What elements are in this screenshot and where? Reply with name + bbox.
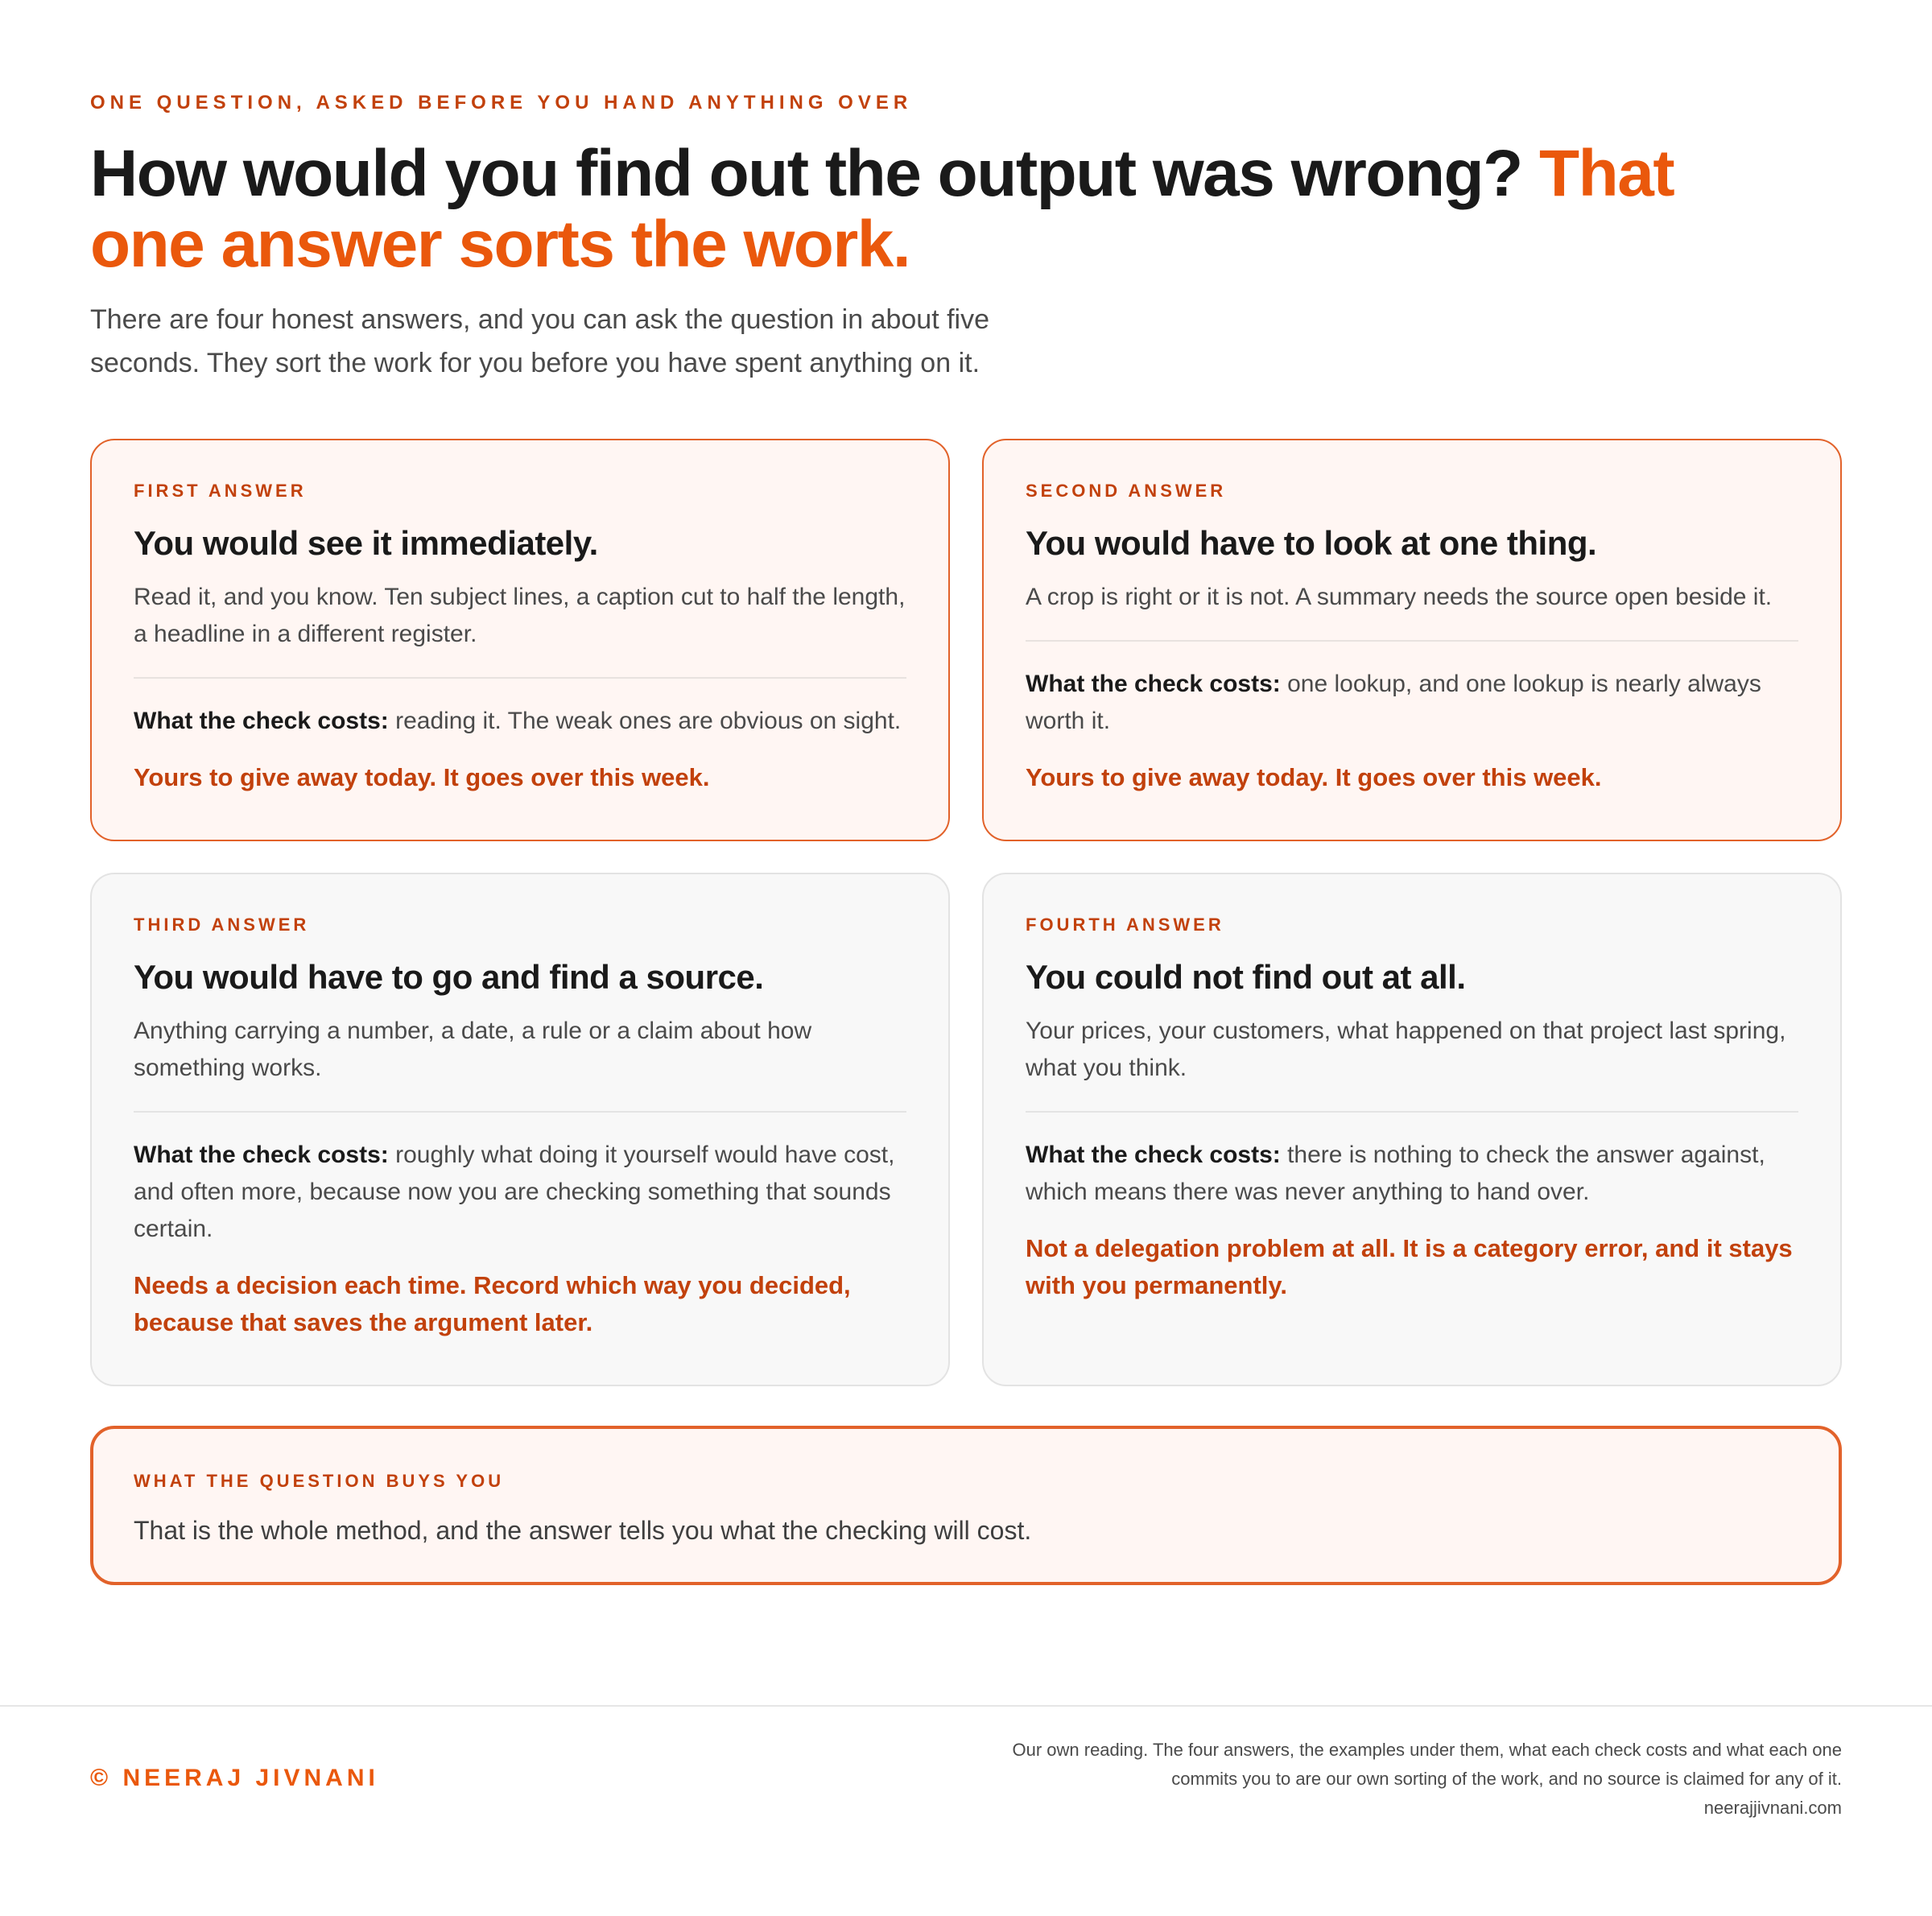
footer-divider <box>0 1705 1932 1707</box>
card-tag: THIRD ANSWER <box>134 915 310 935</box>
check-cost-label: What the check costs: <box>1026 1142 1281 1168</box>
answer-card-second <box>982 439 1842 841</box>
answer-card-third <box>90 873 950 1386</box>
eyebrow-label: ONE QUESTION, ASKED BEFORE YOU HAND ANYTHING OVER <box>90 92 913 114</box>
card-divider <box>1026 640 1798 642</box>
card-verdict: Yours to give away today. It goes over this week. <box>134 763 710 791</box>
check-cost-label: What the check costs: <box>1026 671 1281 697</box>
check-cost <box>134 703 906 740</box>
check-cost-text: roughly what doing it yourself would have cost, and often more, because now you are checking something that sounds certain. <box>134 1142 895 1242</box>
card-body: Anything carrying a number, a date, a rule or a claim about how something works. <box>134 1018 812 1081</box>
card-tag: SECOND ANSWER <box>1026 481 1227 501</box>
check-cost-label: What the check costs: <box>134 708 389 734</box>
summary-box <box>90 1426 1842 1585</box>
check-cost-text: there is nothing to check the answer against, which means there was never anything to hand over. <box>1026 1142 1765 1205</box>
headline-main: How would you find out the output was wrong? <box>90 137 1522 210</box>
check-cost-text: one lookup, and one lookup is nearly always worth it. <box>1026 671 1761 734</box>
answer-card-first <box>90 439 950 841</box>
summary-text: That is the whole method, and the answer tells you what the checking will cost. <box>134 1516 1032 1545</box>
card-tag: FIRST ANSWER <box>134 481 307 501</box>
card-body: A crop is right or it is not. A summary needs the source open beside it. <box>1026 584 1773 610</box>
card-verdict: Not a delegation problem at all. It is a category error, and it stays with you permanently. <box>1026 1234 1793 1299</box>
check-cost <box>134 1137 906 1248</box>
card-title: You would see it immediately. <box>134 524 598 562</box>
card-title: You would have to go and find a source. <box>134 958 764 996</box>
check-cost-label: What the check costs: <box>134 1142 389 1168</box>
card-tag: FOURTH ANSWER <box>1026 915 1224 935</box>
footer-note <box>956 1736 1842 1823</box>
footer-website: neerajjivnani.com <box>1703 1798 1842 1818</box>
card-verdict: Yours to give away today. It goes over this week. <box>1026 763 1602 791</box>
check-cost <box>1026 666 1798 740</box>
intro-paragraph: There are four honest answers, and you can ask the question in about five seconds. They sort the work for you before you have spent anything on it. <box>90 304 990 378</box>
brand-copyright: © NEERAJ JIVNANI <box>90 1765 379 1791</box>
summary-tag: WHAT THE QUESTION BUYS YOU <box>134 1471 505 1491</box>
card-title: You could not find out at all. <box>1026 958 1466 996</box>
check-cost-text: reading it. The weak ones are obvious on sight. <box>395 708 902 734</box>
card-divider <box>134 1111 906 1113</box>
card-divider <box>1026 1111 1798 1113</box>
card-body: Your prices, your customers, what happened on that project last spring, what you think. <box>1026 1018 1786 1081</box>
card-divider <box>134 677 906 679</box>
card-title: You would have to look at one thing. <box>1026 524 1597 562</box>
card-verdict: Needs a decision each time. Record which way you decided, because that saves the argument later. <box>134 1271 851 1336</box>
answer-card-fourth <box>982 873 1842 1386</box>
footer-note-text: Our own reading. The four answers, the examples under them, what each check costs and what each one commits you to are our own sorting of the work, and no source is claimed for any of it. <box>1012 1740 1842 1789</box>
check-cost <box>1026 1137 1798 1211</box>
card-body: Read it, and you know. Ten subject lines, a caption cut to half the length, a headline in a different register. <box>134 584 906 647</box>
page-title <box>90 138 1781 280</box>
headline-accent: That one answer sorts the work. <box>90 137 1674 281</box>
